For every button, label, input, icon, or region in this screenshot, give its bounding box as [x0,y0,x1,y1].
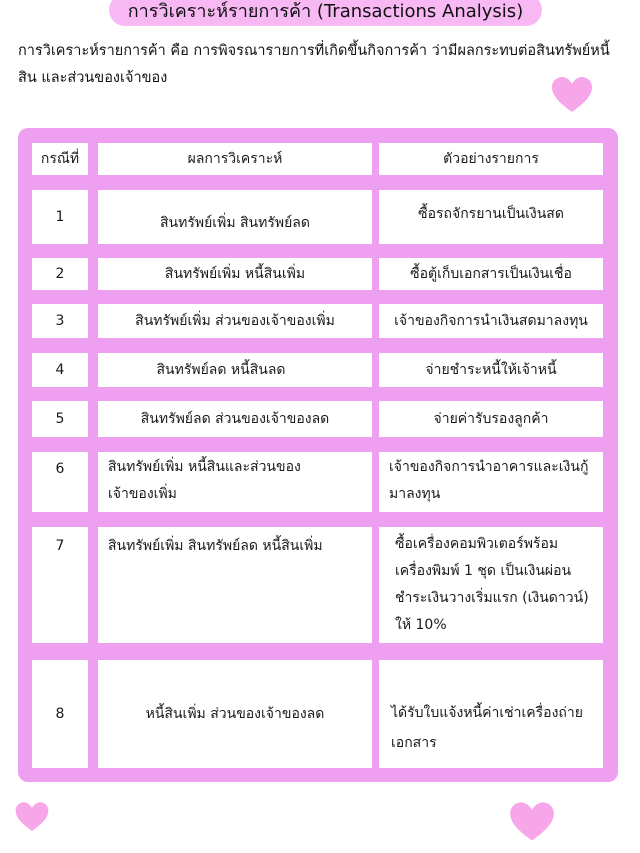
row-6-example: เจ้าของกิจการนำอาคารและเงินกู้มาลงทุน [379,452,603,512]
row-3-example: เจ้าของกิจการนำเงินสดมาลงทุน [379,304,603,338]
row-4-case: 4 [32,353,88,387]
row-7-case: 7 [32,527,88,643]
header-case: กรณีที่ [32,143,88,175]
heart-icon [14,800,50,834]
row-2-analysis: สินทรัพย์เพิ่ม หนี้สินเพิ่ม [98,258,372,290]
row-1-case: 1 [32,190,88,244]
row-5-case: 5 [32,401,88,437]
intro-text: การวิเคราะห์รายการค้า คือ การพิจรณารายการที่เกิดขึ้นกิจการค้า ว่ามีผลกระทบต่อสินทรัพย์หนี้สิน และส่วนของเจ้าของ [18,43,610,86]
header-analysis: ผลการวิเคราะห์ [98,143,372,175]
row-1-analysis: สินทรัพย์เพิ่ม สินทรัพย์ลด [98,190,372,244]
row-1-example: ซื้อรถจักรยานเป็นเงินสด [379,190,603,244]
row-8-analysis: หนี้สินเพิ่ม ส่วนของเจ้าของลด [98,660,372,768]
row-6-case: 6 [32,452,88,512]
transactions-table [18,128,618,782]
row-8-example: ได้รับใบแจ้งหนี้ค่าเช่าเครื่องถ่ายเอกสาร [379,660,603,768]
header-example: ตัวอย่างรายการ [379,143,603,175]
row-8-case: 8 [32,660,88,768]
row-4-analysis: สินทรัพย์ลด หนี้สินลด [98,353,372,387]
row-2-example: ซื้อตู้เก็บเอกสารเป็นเงินเชื่อ [379,258,603,290]
row-3-case: 3 [32,304,88,338]
row-5-analysis: สินทรัพย์ลด ส่วนของเจ้าของลด [98,401,372,437]
row-7-analysis: สินทรัพย์เพิ่ม สินทรัพย์ลด หนี้สินเพิ่ม [98,527,372,643]
heart-icon [550,76,594,114]
page-title: การวิเคราะห์รายการค้า (Transactions Analysis) [127,0,524,22]
row-3-analysis: สินทรัพย์เพิ่ม ส่วนของเจ้าของเพิ่ม [98,304,372,338]
title-banner [109,0,542,26]
row-5-example: จ่ายค่ารับรองลูกค้า [379,401,603,437]
heart-icon [508,800,556,844]
row-4-example: จ่ายชำระหนี้ให้เจ้าหนี้ [379,353,603,387]
row-6-analysis: สินทรัพย์เพิ่ม หนี้สินและส่วนของเจ้าของเพิ่ม [98,452,372,512]
row-2-case: 2 [32,258,88,290]
row-7-example: ซื้อเครื่องคอมพิวเตอร์พร้อมเครื่องพิมพ์ 1 ชุด เป็นเงินผ่อนชำระเงินวางเริ่มแรก (เงินดาวน์) ให้ 10% [379,527,603,643]
